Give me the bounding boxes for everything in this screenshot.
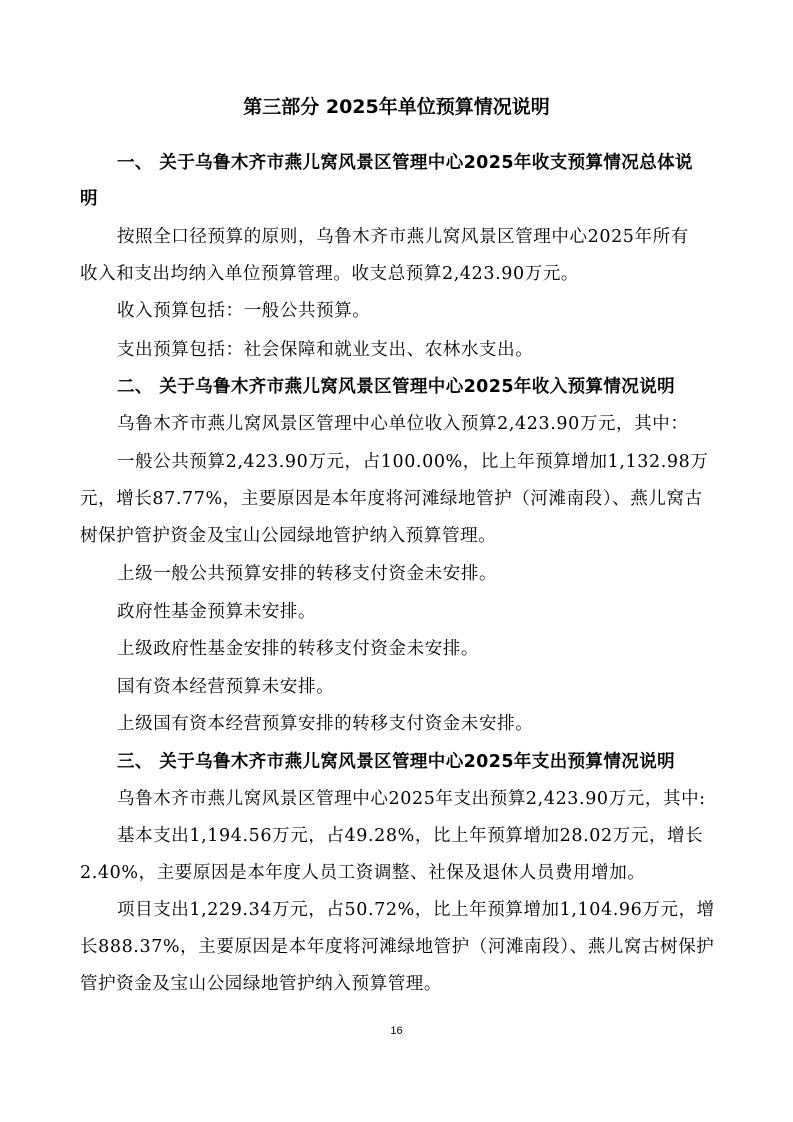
section2-paragraph1: 乌鲁木齐市燕儿窝风景区管理中心单位收入预算2,423.90万元，其中：: [117, 414, 689, 434]
section2-paragraph2-line1: 一般公共预算2,423.90万元，占100.00%，比上年预算增加1,132.98万: [117, 452, 709, 472]
section1-paragraph1-line1: 按照全口径预算的原则，乌鲁木齐市燕儿窝风景区管理中心2025年所有: [117, 227, 689, 247]
section2-paragraph2-line3: 树保护管护资金及宝山公园绿地管护纳入预算管理。: [80, 526, 497, 546]
section2-paragraph2-line2: 元，增长87.77%，主要原因是本年度将河滩绿地管护（河滩南段）、燕儿窝古: [80, 489, 703, 509]
section3-paragraph2-line1: 基本支出1,194.56万元，占49.28%，比上年预算增加28.02万元，增长: [117, 826, 704, 846]
section2-paragraph4: 政府性基金预算未安排。: [117, 602, 317, 622]
section3-paragraph3-line1: 项目支出1,229.34万元，占50.72%，比上年预算增加1,104.96万元，增: [117, 900, 715, 920]
section3-paragraph1: 乌鲁木齐市燕儿窝风景区管理中心2025年支出预算2,423.90万元，其中:: [117, 789, 706, 809]
section3-heading: 三、 关于乌鲁木齐市燕儿窝风景区管理中心2025年支出预算情况说明: [117, 752, 675, 772]
section3-paragraph2-line2: 2.40%，主要原因是本年度人员工资调整、社保及退休人员费用增加。: [80, 863, 646, 883]
section1-heading: 一、 关于乌鲁木齐市燕儿窝风景区管理中心2025年收支预算情况总体说: [117, 153, 693, 173]
section1-paragraph1-line2: 收入和支出均纳入单位预算管理。收支总预算2,423.90万元。: [80, 264, 580, 284]
section2-paragraph7: 上级国有资本经营预算安排的转移支付资金未安排。: [117, 714, 534, 734]
section2-heading: 二、 关于乌鲁木齐市燕儿窝风景区管理中心2025年收入预算情况说明: [117, 377, 675, 397]
section3-paragraph3-line3: 管护资金及宝山公园绿地管护纳入预算管理。: [80, 974, 442, 994]
section1-heading-continued: 明: [80, 189, 98, 209]
page-title: 第三部分 2025年单位预算情况说明: [243, 96, 550, 118]
section1-paragraph2: 收入预算包括：一般公共预算。: [117, 301, 371, 321]
section2-paragraph3: 上级一般公共预算安排的转移支付资金未安排。: [117, 564, 498, 584]
section3-paragraph3-line2: 长888.37%，主要原因是本年度将河滩绿地管护（河滩南段）、燕儿窝古树保护: [80, 937, 715, 957]
section2-paragraph6: 国有资本经营预算未安排。: [117, 677, 335, 697]
page-number: 16: [390, 1025, 403, 1037]
section1-paragraph3: 支出预算包括：社会保障和就业支出、农林水支出。: [117, 340, 534, 360]
section2-paragraph5: 上级政府性基金安排的转移支付资金未安排。: [117, 639, 479, 659]
